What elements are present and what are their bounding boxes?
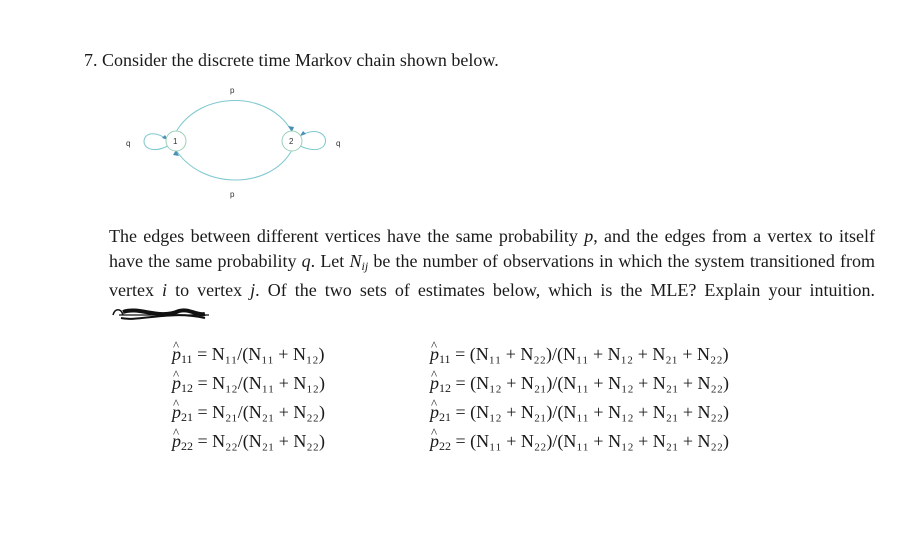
- var-j: j: [250, 280, 256, 300]
- var-i: i: [162, 280, 168, 300]
- para-text: to vertex: [167, 280, 251, 300]
- estimates-left: [172, 340, 325, 456]
- bottom-edge-label: p: [230, 190, 235, 199]
- estimate-subscript: 21: [439, 410, 451, 424]
- estimate-subscript: 11: [181, 352, 193, 366]
- estimate-rhs: = N₁₂/(N₁₁ + N₁₂): [193, 373, 325, 393]
- var-ij: ij: [361, 258, 369, 273]
- para-text: , and the edges from a vertex to itself have the same probability: [109, 226, 875, 271]
- left-loop-label: q: [126, 139, 131, 148]
- estimate-subscript: 22: [439, 439, 451, 453]
- top-edge: [176, 101, 292, 133]
- estimate-line: [430, 427, 729, 456]
- estimate-subscript: 12: [181, 381, 193, 395]
- estimate-subscript: 11: [439, 352, 451, 366]
- estimate-line: [430, 398, 729, 427]
- var-n: N: [349, 250, 362, 271]
- para-text: . Of the two sets of estimates below, which is the MLE? Explain your intuition.: [255, 280, 876, 300]
- estimate-subscript: 12: [439, 381, 451, 395]
- estimate-line: [430, 340, 729, 369]
- estimate-rhs: = (N₁₂ + N₂₁)/(N₁₁ + N₁₂ + N₂₁ + N₂₂): [451, 402, 730, 422]
- right-loop-label: q: [336, 139, 341, 148]
- redaction-scribble: [109, 306, 209, 324]
- para-text: be the number of observations in which the system transitioned from vertex: [109, 250, 875, 300]
- estimate-line: [430, 369, 729, 398]
- bottom-edge: [176, 150, 292, 180]
- node-1-label: 1: [173, 137, 178, 146]
- estimates-right: [430, 340, 729, 456]
- estimate-line: [172, 427, 325, 456]
- estimate-symbol: ^ p: [430, 398, 439, 427]
- estimate-symbol: ^ p: [172, 398, 181, 427]
- estimate-symbol: ^ p: [430, 369, 439, 398]
- estimate-rhs: = N₁₁/(N₁₁ + N₁₂): [192, 344, 325, 364]
- para-text: The edges between different vertices have the same probability: [109, 226, 585, 246]
- estimate-symbol: ^ p: [172, 369, 181, 398]
- problem-paragraph: [109, 224, 875, 327]
- estimate-rhs: = (N₁₁ + N₂₂)/(N₁₁ + N₁₂ + N₂₁ + N₂₂): [450, 344, 729, 364]
- estimate-rhs: = N₂₂/(N₂₁ + N₂₂): [193, 431, 325, 451]
- estimate-subscript: 21: [181, 410, 193, 424]
- estimate-rhs: = (N₁₂ + N₂₁)/(N₁₁ + N₁₂ + N₂₁ + N₂₂): [451, 373, 730, 393]
- estimate-symbol: ^ p: [430, 340, 439, 369]
- var-p: p: [584, 226, 594, 246]
- top-edge-label: p: [230, 86, 235, 95]
- estimate-rhs: = (N₁₁ + N₂₂)/(N₁₁ + N₁₂ + N₂₁ + N₂₂): [451, 431, 730, 451]
- para-text: . Let: [310, 250, 350, 271]
- arrow-head: [300, 131, 306, 136]
- var-q: q: [301, 250, 311, 271]
- estimate-symbol: ^ p: [430, 427, 439, 456]
- estimate-symbol: ^ p: [172, 427, 181, 456]
- estimate-line: [172, 340, 325, 369]
- estimate-line: [172, 369, 325, 398]
- estimate-symbol: ^ p: [172, 340, 181, 369]
- estimate-line: [172, 398, 325, 427]
- question-title: 7. Consider the discrete time Markov chain shown below.: [84, 50, 499, 70]
- markov-chain-diagram: [110, 80, 370, 200]
- estimate-subscript: 22: [181, 439, 193, 453]
- node-2-label: 2: [289, 137, 294, 146]
- estimate-rhs: = N₂₁/(N₂₁ + N₂₂): [193, 402, 325, 422]
